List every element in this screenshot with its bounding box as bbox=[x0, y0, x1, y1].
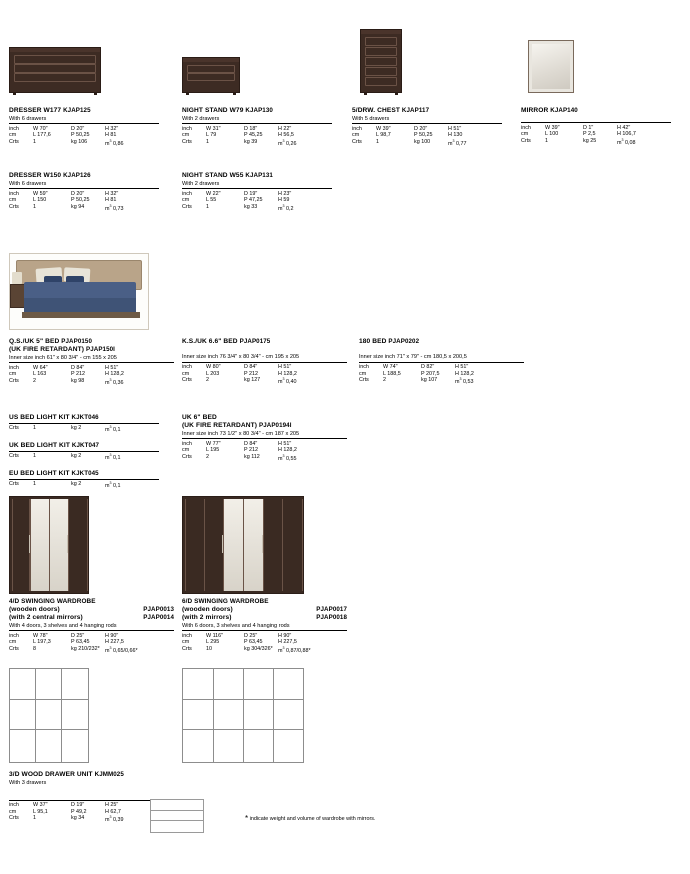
product-wood-drawer-unit bbox=[9, 771, 159, 824]
product-title: UK BED LIGHT KIT KJKT047 bbox=[9, 442, 100, 449]
product-subtitle: With 6 doors, 3 shelves and 4 hanging rods bbox=[182, 622, 290, 629]
divider bbox=[9, 630, 174, 631]
footnote bbox=[245, 816, 375, 822]
product-title: UK 6" BED bbox=[182, 414, 217, 421]
table-row: inch W 74" D 82" H 51" bbox=[359, 364, 469, 370]
spec-table bbox=[9, 802, 139, 824]
wardrobe-4d-image bbox=[9, 496, 87, 592]
product-subtitle: With 2 drawers bbox=[182, 180, 220, 187]
wardrobe-6d-image bbox=[182, 496, 302, 592]
product-subtitle: With 4 doors, 3 shelves and 4 hanging rods bbox=[9, 622, 117, 629]
footnote-text: indicate weight and volume of wardrobe with mirrors. bbox=[249, 816, 376, 822]
product-subtitle: With 5 drawers bbox=[352, 115, 390, 122]
product-180-bed bbox=[359, 338, 524, 386]
product-subtitle: With 2 drawers bbox=[182, 115, 220, 122]
table-row: Crts 1 kg 34 $m^3$ 0,39 bbox=[9, 815, 124, 823]
product-uk-6-bed bbox=[182, 414, 347, 462]
table-row: inch W 116" D 25" H 90" bbox=[182, 632, 292, 639]
table-row: inch W 22" D 19" H 23" bbox=[182, 190, 292, 197]
product-title: EU BED LIGHT KIT KJKT045 bbox=[9, 470, 99, 477]
product-5drw-chest bbox=[352, 107, 502, 147]
spec-table bbox=[182, 191, 312, 213]
spec-table bbox=[9, 453, 139, 461]
divider bbox=[9, 800, 159, 801]
table-row: cm L 188,5 P 207,5 H 128,2 bbox=[359, 370, 474, 377]
product-subtitle: Inner size inch 71" x 79" - cm 180,5 x 200,5 bbox=[359, 354, 467, 360]
night-stand-w79-image bbox=[182, 57, 238, 91]
product-title: DRESSER W177 KJAP125 bbox=[9, 107, 91, 114]
product-wardrobe-4d bbox=[9, 598, 174, 654]
divider bbox=[9, 479, 159, 480]
product-dresser-w150 bbox=[9, 172, 159, 212]
divider bbox=[182, 123, 332, 124]
divider bbox=[182, 188, 332, 189]
table-row: Crts 1 kg 33 $m^3$ 0,2 bbox=[182, 203, 294, 212]
table-row: Crts 1 kg 39 $m^3$ 0,26 bbox=[182, 138, 297, 147]
product-title: Q.S./UK 5" BED PJAP0150 bbox=[9, 338, 92, 345]
table-row: inch W 80" D 84" H 51" bbox=[182, 364, 292, 370]
divider bbox=[9, 451, 159, 452]
table-row: Crts 10 kg 304/326* $m^3$ 0,87/0,88* bbox=[182, 645, 311, 654]
spec-table bbox=[521, 125, 651, 147]
table-row: inch W 78" D 25" H 90" bbox=[9, 632, 119, 639]
table-row: Crts 1 kg 2 $m^3$ 0,1 bbox=[9, 481, 121, 489]
dresser-w177-image bbox=[9, 47, 99, 91]
product-title: US BED LIGHT KIT KJKT046 bbox=[9, 414, 99, 421]
table-row: cm L 79 P 45,25 H 56,5 bbox=[182, 132, 294, 139]
table-row: inch W 37" D 19" H 25" bbox=[9, 802, 119, 808]
product-mirror bbox=[521, 107, 671, 146]
product-title: NIGHT STAND W55 KJAP131 bbox=[182, 172, 273, 179]
table-row: inch W 70" D 20" H 32" bbox=[9, 125, 119, 132]
product-subtitle: Inner size inch 73 1/2" x 80 3/4" - cm 187 x 205 bbox=[182, 430, 300, 437]
table-row: Crts 1 kg 2 $m^3$ 0,1 bbox=[9, 453, 121, 461]
product-us-bed-light-kit bbox=[9, 414, 159, 433]
table-row: Crts 1 kg 100 $m^3$ 0,77 bbox=[352, 138, 467, 147]
divider bbox=[9, 423, 159, 424]
product-title: 6/D SWINGING WARDROBE bbox=[182, 598, 269, 605]
product-title: 4/D SWINGING WARDROBE bbox=[9, 598, 96, 605]
table-row: inch W 77" D 84" H 51" bbox=[182, 440, 292, 447]
wood-drawer-unit-schematic bbox=[150, 799, 204, 833]
table-row: cm L 100 P 2,5 H 106,7 bbox=[521, 131, 636, 138]
spec-table bbox=[352, 126, 482, 148]
spec-table bbox=[182, 441, 312, 463]
table-row: cm L 150 P 50,25 H 81 bbox=[9, 197, 117, 204]
spec-table bbox=[9, 633, 139, 655]
divider bbox=[9, 188, 159, 189]
bed-image bbox=[9, 253, 147, 328]
product-variant-wooden: (wooden doors) PJAP0017 bbox=[182, 606, 347, 613]
table-row: inch W 31" D 18" H 22" bbox=[182, 125, 292, 132]
product-title: 3/D WOOD DRAWER UNIT KJMM025 bbox=[9, 771, 124, 778]
product-uk-bed-light-kit bbox=[9, 442, 159, 461]
product-night-stand-w79 bbox=[182, 107, 332, 147]
product-title: NIGHT STAND W79 KJAP130 bbox=[182, 107, 273, 114]
product-night-stand-w55 bbox=[182, 172, 332, 212]
spec-table bbox=[182, 364, 312, 386]
product-variant-mirrors: (with 2 mirrors) PJAP0018 bbox=[182, 614, 347, 621]
table-row: cm L 203 P 212 H 128,2 bbox=[182, 370, 297, 377]
table-row: cm L 55 P 47,25 H 59 bbox=[182, 197, 290, 204]
table-row: inch W 64" D 84" H 51" bbox=[9, 364, 119, 371]
product-title: 180 BED PJAP0202 bbox=[359, 338, 420, 345]
product-variant-wooden: (wooden doors) PJAP0013 bbox=[9, 606, 174, 613]
table-row: cm L 163 P 212 H 128,2 bbox=[9, 371, 124, 378]
spec-table bbox=[9, 481, 139, 489]
divider bbox=[182, 362, 347, 363]
divider bbox=[521, 122, 671, 123]
product-dresser-w177 bbox=[9, 107, 159, 147]
table-row: cm L 95,1 P 49,2 H 62,7 bbox=[9, 808, 121, 815]
spec-table bbox=[359, 364, 489, 386]
table-row: cm L 197,3 P 63,45 H 227,5 bbox=[9, 639, 124, 646]
product-subtitle: With 6 drawers bbox=[9, 180, 47, 187]
table-row: cm L 195 P 212 H 128,2 bbox=[182, 447, 297, 454]
table-row: Crts 8 kg 210/232* $m^3$ 0,65/0,66* bbox=[9, 645, 138, 654]
table-row: Crts 2 kg 112 $m^3$ 0,55 bbox=[182, 453, 297, 462]
product-wardrobe-6d bbox=[182, 598, 347, 654]
product-title: MIRROR KJAP140 bbox=[521, 107, 578, 114]
table-row: inch W 39" D 20" H 51" bbox=[352, 125, 462, 132]
spec-table bbox=[182, 633, 312, 655]
table-row: Crts 2 kg 127 $m^3$ 0,40 bbox=[182, 377, 297, 385]
wardrobe-4d-schematic bbox=[9, 668, 89, 763]
product-subtitle: Inner size inch 61" x 80 3/4" - cm 155 x 205 bbox=[9, 354, 117, 361]
product-variant-mirrors: (with 2 central mirrors) PJAP0014 bbox=[9, 614, 174, 621]
mirror-image bbox=[528, 40, 572, 91]
wardrobe-6d-schematic bbox=[182, 668, 304, 763]
product-ks-uk-66-bed bbox=[182, 338, 347, 386]
divider bbox=[359, 362, 524, 363]
table-row: inch W 59" D 20" H 32" bbox=[9, 190, 119, 197]
product-subtitle: With 3 drawers bbox=[9, 779, 47, 786]
divider bbox=[182, 438, 347, 439]
5drw-chest-image bbox=[360, 29, 400, 91]
divider bbox=[182, 630, 347, 631]
table-row: Crts 2 kg 98 $m^3$ 0,36 bbox=[9, 377, 124, 386]
product-title: 5/DRW. CHEST KJAP117 bbox=[352, 107, 430, 114]
product-qs-uk-5-bed bbox=[9, 338, 174, 386]
table-row: inch W 39" D 1" H 42" bbox=[521, 124, 631, 131]
product-title-variant: (UK FIRE RETARDANT) PJAP0194I bbox=[182, 422, 292, 429]
table-row: Crts 1 kg 94 $m^3$ 0,73 bbox=[9, 203, 124, 212]
divider bbox=[9, 123, 159, 124]
table-row: cm L 295 P 63,45 H 227,5 bbox=[182, 639, 297, 646]
product-eu-bed-light-kit bbox=[9, 470, 159, 489]
spec-table bbox=[9, 126, 139, 148]
table-row: cm L 177,6 P 50,25 H 81 bbox=[9, 132, 117, 139]
volume-cell: $m^3$ 0,86 bbox=[105, 138, 124, 147]
divider bbox=[9, 362, 174, 363]
spec-table bbox=[9, 425, 139, 433]
table-row: cm L 98,7 P 50,25 H 130 bbox=[352, 132, 463, 139]
spec-table bbox=[182, 126, 312, 148]
product-title-variant: (UK FIRE RETARDANT) PJAP150I bbox=[9, 346, 115, 353]
table-row: Crts 1 kg 106 $m^3$ 0,86 bbox=[9, 139, 139, 147]
table-row: Crts 1 kg 25 $m^3$ 0,08 bbox=[521, 137, 636, 146]
product-title: DRESSER W150 KJAP126 bbox=[9, 172, 91, 179]
product-title: K.S./UK 6.6" BED PJAP0175 bbox=[182, 338, 271, 345]
product-subtitle: Inner size inch 76 3/4" x 80 3/4" - cm 195 x 205 bbox=[182, 354, 300, 360]
table-row: Crts 2 kg 107 $m^3$ 0,53 bbox=[359, 377, 474, 385]
spec-table bbox=[9, 365, 139, 387]
product-subtitle: With 6 drawers bbox=[9, 115, 47, 122]
divider bbox=[352, 123, 502, 124]
table-row: Crts 1 kg 2 $m^3$ 0,1 bbox=[9, 425, 121, 433]
footnote-marker: * bbox=[245, 814, 249, 823]
spec-table bbox=[9, 191, 139, 213]
